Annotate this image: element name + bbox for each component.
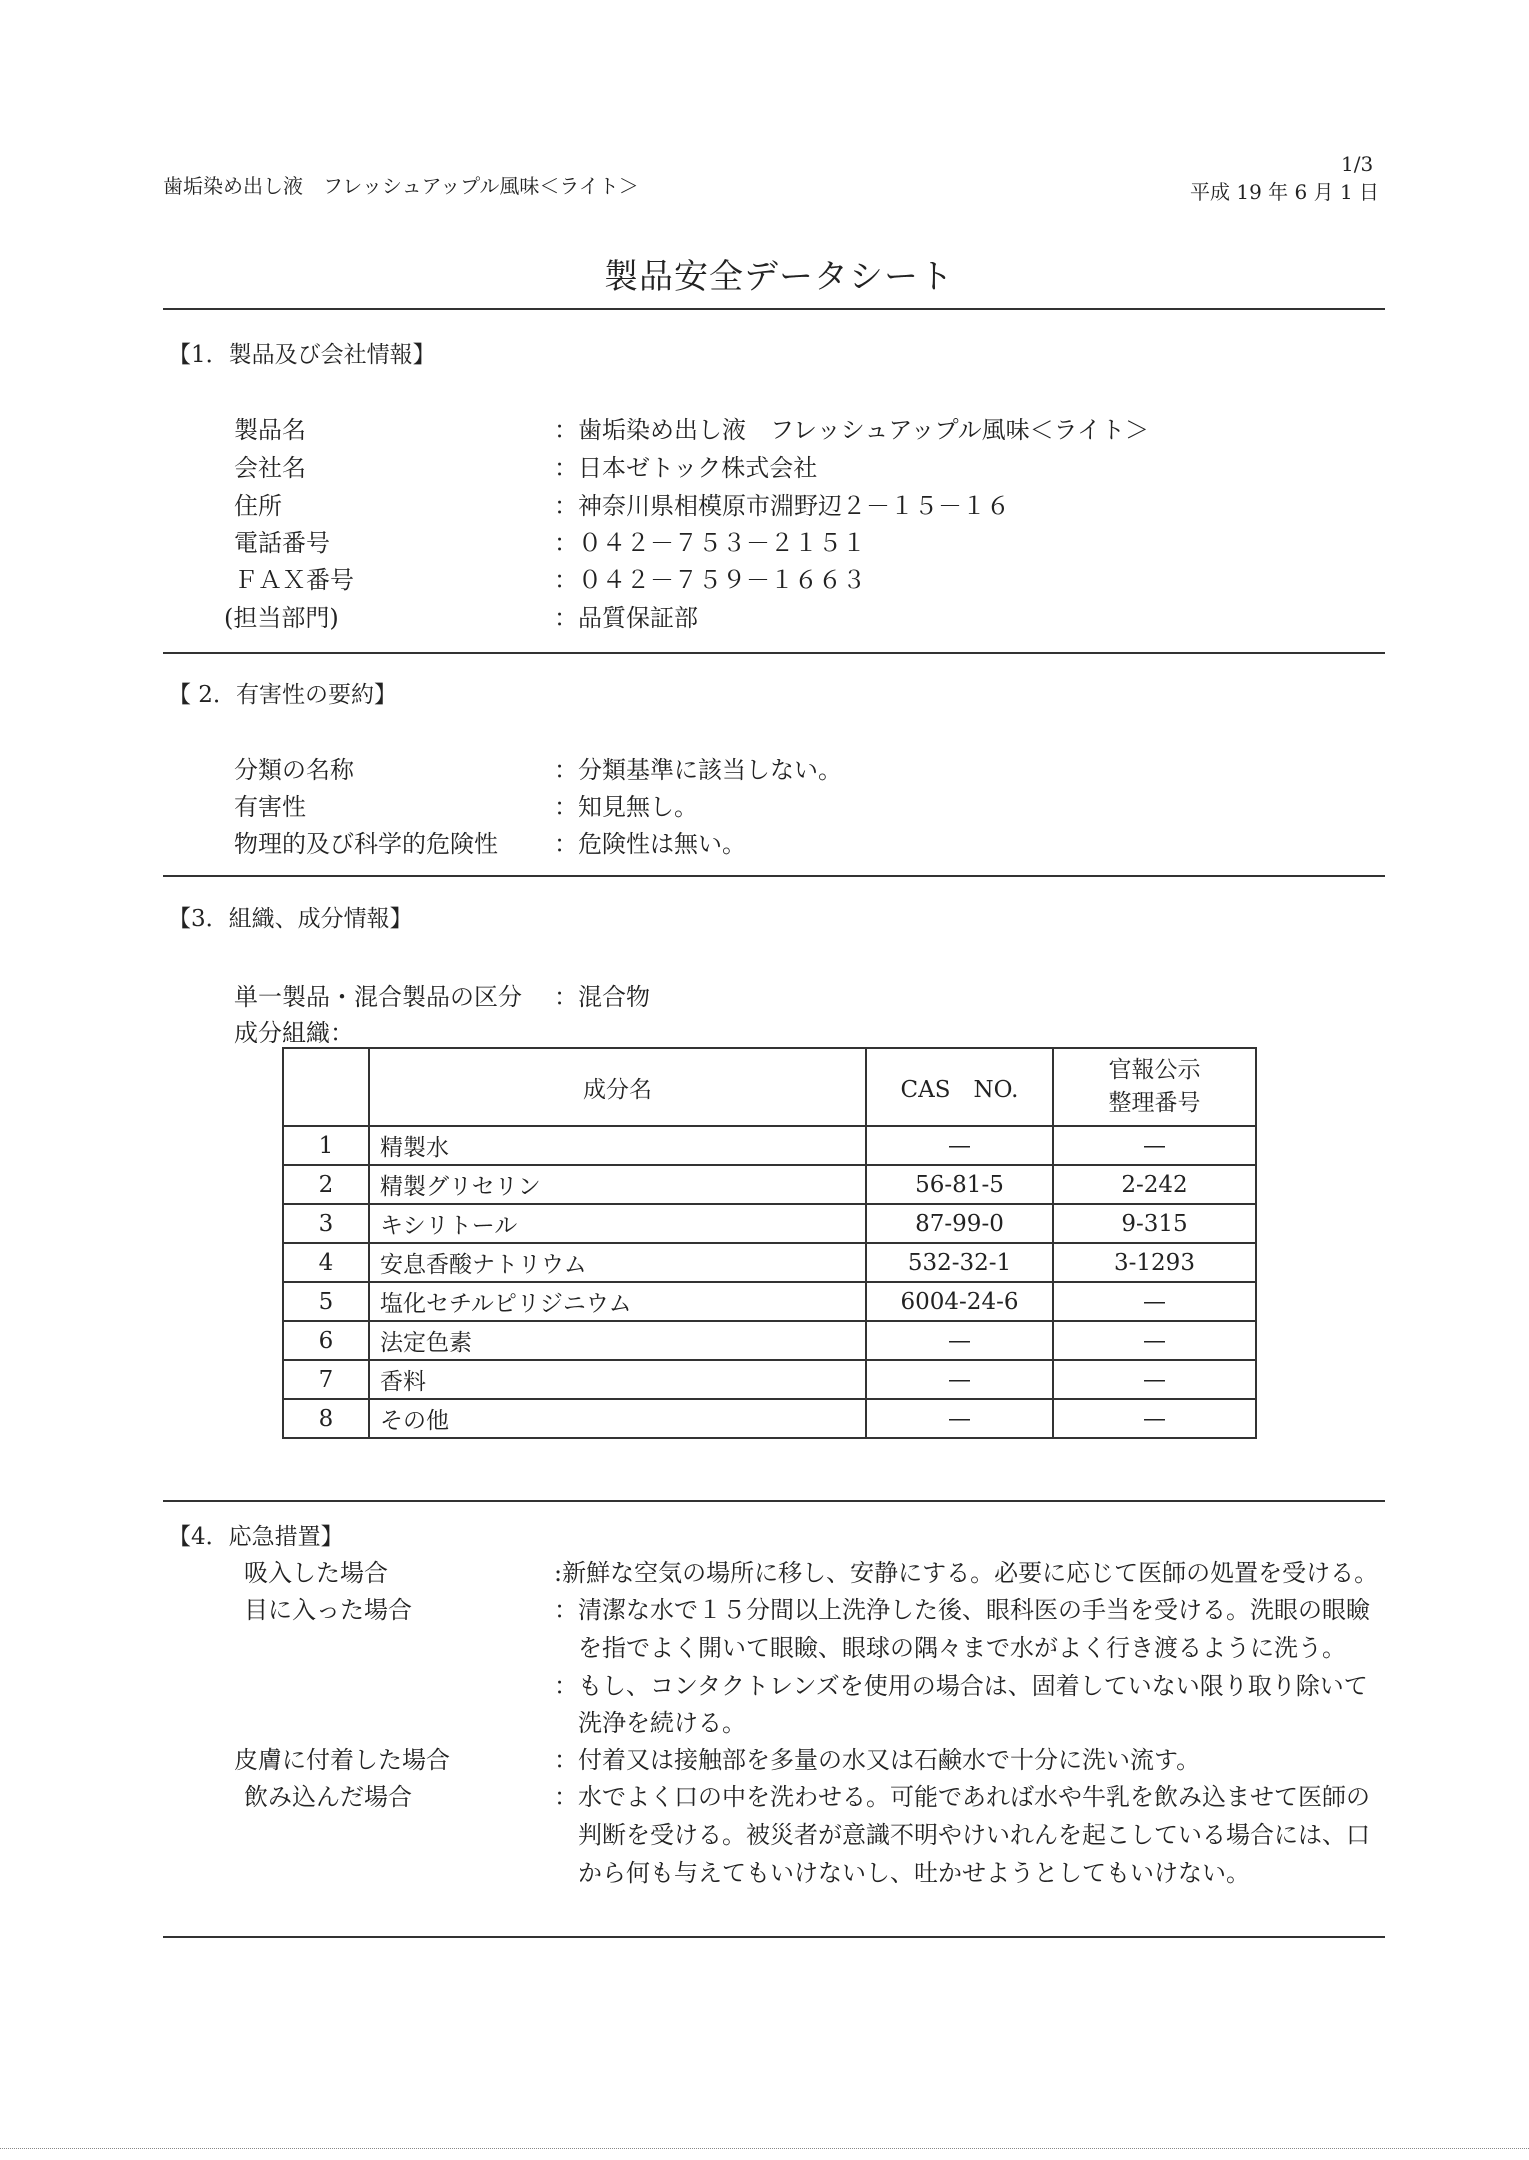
row-no: 4 <box>283 1243 369 1282</box>
label-composition: 成分組織： <box>234 1019 354 1047</box>
header-cas: CAS NO. <box>866 1048 1053 1126</box>
title-rule <box>163 308 1385 310</box>
text-eye-4: 洗浄を続ける。 <box>578 1709 746 1737</box>
table-row <box>283 1282 1256 1321</box>
label-company: 会社名 <box>234 454 306 482</box>
table-row <box>283 1360 1256 1399</box>
row-name: 塩化セチルピリジニウム <box>369 1282 866 1321</box>
label-product-name: 製品名 <box>234 416 306 444</box>
row-name: 精製水 <box>369 1126 866 1165</box>
text-eye-3: ：もし、コンタクトレンズを使用の場合は、固着していない限り取り除いて <box>554 1672 1368 1700</box>
label-department: (担当部門) <box>224 604 339 632</box>
label-address: 住所 <box>234 492 282 520</box>
row-gov: — <box>1053 1126 1256 1165</box>
text-ingestion-2: 判断を受ける。被災者が意識不明やけいれんを起こしている場合には、口 <box>578 1821 1370 1849</box>
header-product: 歯垢染め出し液 フレッシュアップル風味＜ライト＞ <box>163 174 639 198</box>
value-company: ：日本ゼトック株式会社 <box>554 454 818 482</box>
row-gov: 3-1293 <box>1053 1243 1256 1282</box>
row-name: 精製グリセリン <box>369 1165 866 1204</box>
value-phone: ：０４２－７５３－２１５１ <box>554 529 866 557</box>
row-name: 安息香酸ナトリウム <box>369 1243 866 1282</box>
section-3-rule <box>163 1500 1385 1502</box>
table-row <box>283 1165 1256 1204</box>
label-fax: ＦＡＸ番号 <box>234 566 354 594</box>
text-ingestion-3: から何も与えてもいけないし、吐かせようとしてもいけない。 <box>578 1859 1250 1887</box>
label-classification: 分類の名称 <box>234 756 354 784</box>
header-date: 平成 19 年 6 月 1 日 <box>1190 180 1380 204</box>
header-no <box>283 1048 369 1126</box>
row-cas: 56-81-5 <box>866 1165 1053 1204</box>
text-inhalation: :新鮮な空気の場所に移し、安静にする。必要に応じて医師の処置を受ける。 <box>554 1559 1379 1587</box>
row-no: 6 <box>283 1321 369 1360</box>
label-ingestion: 飲み込んだ場合 <box>244 1783 412 1811</box>
text-eye-1: ：清潔な水で１５分間以上洗浄した後、眼科医の手当を受ける。洗眼の眼瞼 <box>554 1596 1370 1624</box>
header-gov <box>1053 1048 1256 1126</box>
text-ingestion-1: ：水でよく口の中を洗わせる。可能であれば水や牛乳を飲み込ませて医師の <box>554 1783 1370 1811</box>
table-row <box>283 1243 1256 1282</box>
section-4-heading: 【4．応急措置】 <box>168 1524 344 1550</box>
page-title: 製品安全データシート <box>604 257 954 297</box>
section-1-heading: 【1．製品及び会社情報】 <box>168 342 436 368</box>
composition-table <box>282 1047 1257 1439</box>
section-1-rule <box>163 652 1385 654</box>
value-product-category: ：混合物 <box>554 983 650 1011</box>
row-no: 3 <box>283 1204 369 1243</box>
row-gov: — <box>1053 1360 1256 1399</box>
section-2-rule <box>163 875 1385 877</box>
text-skin: ：付着又は接触部を多量の水又は石鹸水で十分に洗い流す。 <box>554 1746 1201 1774</box>
row-cas: — <box>866 1399 1053 1438</box>
row-no: 7 <box>283 1360 369 1399</box>
table-row <box>283 1126 1256 1165</box>
row-cas: — <box>866 1126 1053 1165</box>
row-gov: 2-242 <box>1053 1165 1256 1204</box>
page-edge-dotted <box>0 2148 1529 2149</box>
row-cas: 6004-24-6 <box>866 1282 1053 1321</box>
row-no: 8 <box>283 1399 369 1438</box>
row-gov: 9-315 <box>1053 1204 1256 1243</box>
value-fax: ：０４２－７５９－１６６３ <box>554 566 866 594</box>
value-physical-hazard: ：危険性は無い。 <box>554 830 746 858</box>
row-name: 香料 <box>369 1360 866 1399</box>
row-cas: 532-32-1 <box>866 1243 1053 1282</box>
label-physical-hazard: 物理的及び科学的危険性 <box>234 830 498 858</box>
label-eye-contact: 目に入った場合 <box>244 1596 412 1624</box>
value-department: ：品質保証部 <box>554 604 698 632</box>
header-gov-line1: 官報公示 <box>1108 1056 1201 1083</box>
row-name: 法定色素 <box>369 1321 866 1360</box>
row-gov: — <box>1053 1282 1256 1321</box>
text-eye-2: を指でよく開いて眼瞼、眼球の隅々まで水がよく行き渡るように洗う。 <box>578 1634 1346 1662</box>
label-product-category: 単一製品・混合製品の区分 <box>234 983 522 1011</box>
table-row <box>283 1399 1256 1438</box>
row-name: その他 <box>369 1399 866 1438</box>
row-cas: — <box>866 1321 1053 1360</box>
section-3-heading: 【3．組織、成分情報】 <box>168 906 413 932</box>
row-name: キシリトール <box>369 1204 866 1243</box>
header-gov-line2: 整理番号 <box>1108 1090 1201 1116</box>
label-inhalation: 吸入した場合 <box>244 1559 388 1587</box>
section-2-heading: 【 2．有害性の要約】 <box>168 682 397 708</box>
value-classification: ：分類基準に該当しない。 <box>554 756 842 784</box>
table-row <box>283 1321 1256 1360</box>
header-name: 成分名 <box>369 1048 866 1126</box>
table-header-row <box>283 1048 1256 1126</box>
value-hazard: ：知見無し。 <box>554 793 698 821</box>
value-product-name: ：歯垢染め出し液 フレッシュアップル風味＜ライト＞ <box>554 416 1149 444</box>
label-phone: 電話番号 <box>234 529 330 557</box>
row-no: 5 <box>283 1282 369 1321</box>
bottom-rule <box>163 1936 1385 1938</box>
label-hazard: 有害性 <box>234 793 306 821</box>
row-cas: — <box>866 1360 1053 1399</box>
value-address: ：神奈川県相模原市淵野辺２－１５－１６ <box>554 492 1010 520</box>
row-cas: 87-99-0 <box>866 1204 1053 1243</box>
row-no: 2 <box>283 1165 369 1204</box>
row-no: 1 <box>283 1126 369 1165</box>
page-number: 1/3 <box>1341 152 1374 176</box>
label-skin-contact: 皮膚に付着した場合 <box>234 1746 450 1774</box>
row-gov: — <box>1053 1399 1256 1438</box>
table-row <box>283 1204 1256 1243</box>
row-gov: — <box>1053 1321 1256 1360</box>
